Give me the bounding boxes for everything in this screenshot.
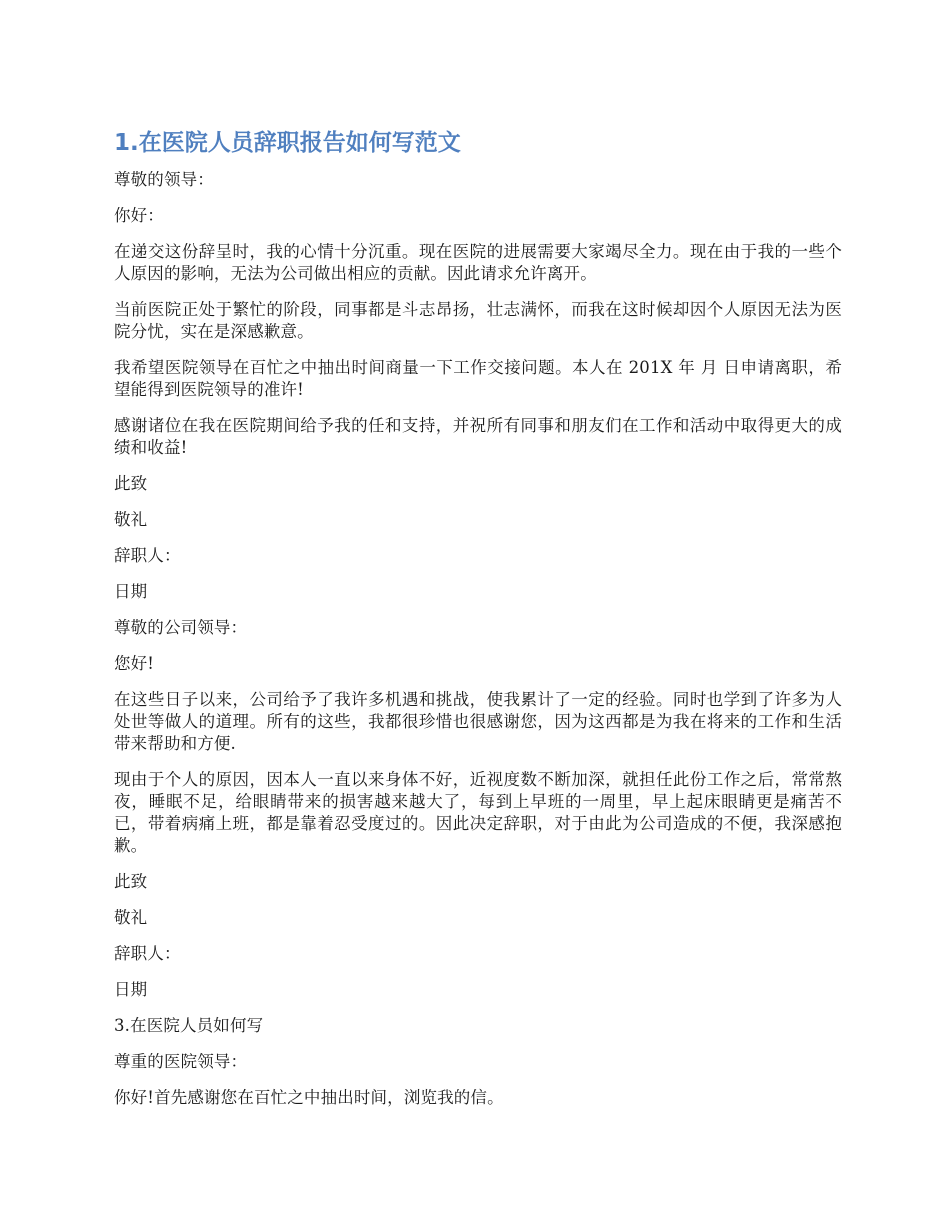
paragraph: 我希望医院领导在百忙之中抽出时间商量一下工作交接问题。本人在 201X 年 月 日申请离职，希望能得到医院领导的准许! xyxy=(114,358,842,399)
paragraph: 现由于个人的原因，因本人一直以来身体不好，近视度数不断加深，就担任此份工作之后，常常熬夜，睡眠不足，给眼睛带来的损害越来越大了，每到上早班的一周里，早上起床眼睛更是痛苦不已，带着病痛上班，都是靠着忍受度过的。因此决定辞职，对于由此为公司造成的不便，我深感抱歉。 xyxy=(114,770,842,855)
document-page xyxy=(114,127,842,1123)
paragraph: 当前医院正处于繁忙的阶段，同事都是斗志昂扬，壮志满怀，而我在这时候却因个人原因无法为医院分忧，实在是深感歉意。 xyxy=(114,300,842,341)
paragraph: 你好： xyxy=(114,206,164,225)
paragraph: 日期 xyxy=(114,980,148,999)
paragraph: 尊敬的公司领导： xyxy=(114,618,248,637)
paragraph: 敬礼 xyxy=(114,510,148,529)
paragraph: 辞职人： xyxy=(114,546,181,565)
paragraph: 敬礼 xyxy=(114,908,148,927)
paragraph: 在这些日子以来，公司给予了我许多机遇和挑战，使我累计了一定的经验。同时也学到了许多为人处世等做人的道理。所有的这些，我都很珍惜也很感谢您，因为这西都是为我在将来的工作和生活带来帮助和方便. xyxy=(114,690,842,753)
document-title: 1.在医院人员辞职报告如何写范文 xyxy=(114,130,461,156)
paragraph: 感谢诸位在我在医院期间给予我的任和支持，并祝所有同事和朋友们在工作和活动中取得更大的成绩和收益! xyxy=(114,416,842,457)
paragraph: 此致 xyxy=(114,474,148,493)
paragraph: 此致 xyxy=(114,872,148,891)
paragraph: 在递交这份辞呈时，我的心情十分沉重。现在医院的进展需要大家竭尽全力。现在由于我的一些个人原因的影响，无法为公司做出相应的贡献。因此请求允许离开。 xyxy=(114,242,842,283)
paragraph: 尊敬的领导： xyxy=(114,170,214,189)
paragraph: 你好!首先感谢您在百忙之中抽出时间，浏览我的信。 xyxy=(114,1088,504,1107)
paragraph: 尊重的医院领导： xyxy=(114,1052,248,1071)
paragraph: 辞职人： xyxy=(114,944,181,963)
paragraph: 3.在医院人员如何写 xyxy=(114,1016,264,1035)
paragraph: 您好! xyxy=(114,654,155,673)
paragraph: 日期 xyxy=(114,582,148,601)
